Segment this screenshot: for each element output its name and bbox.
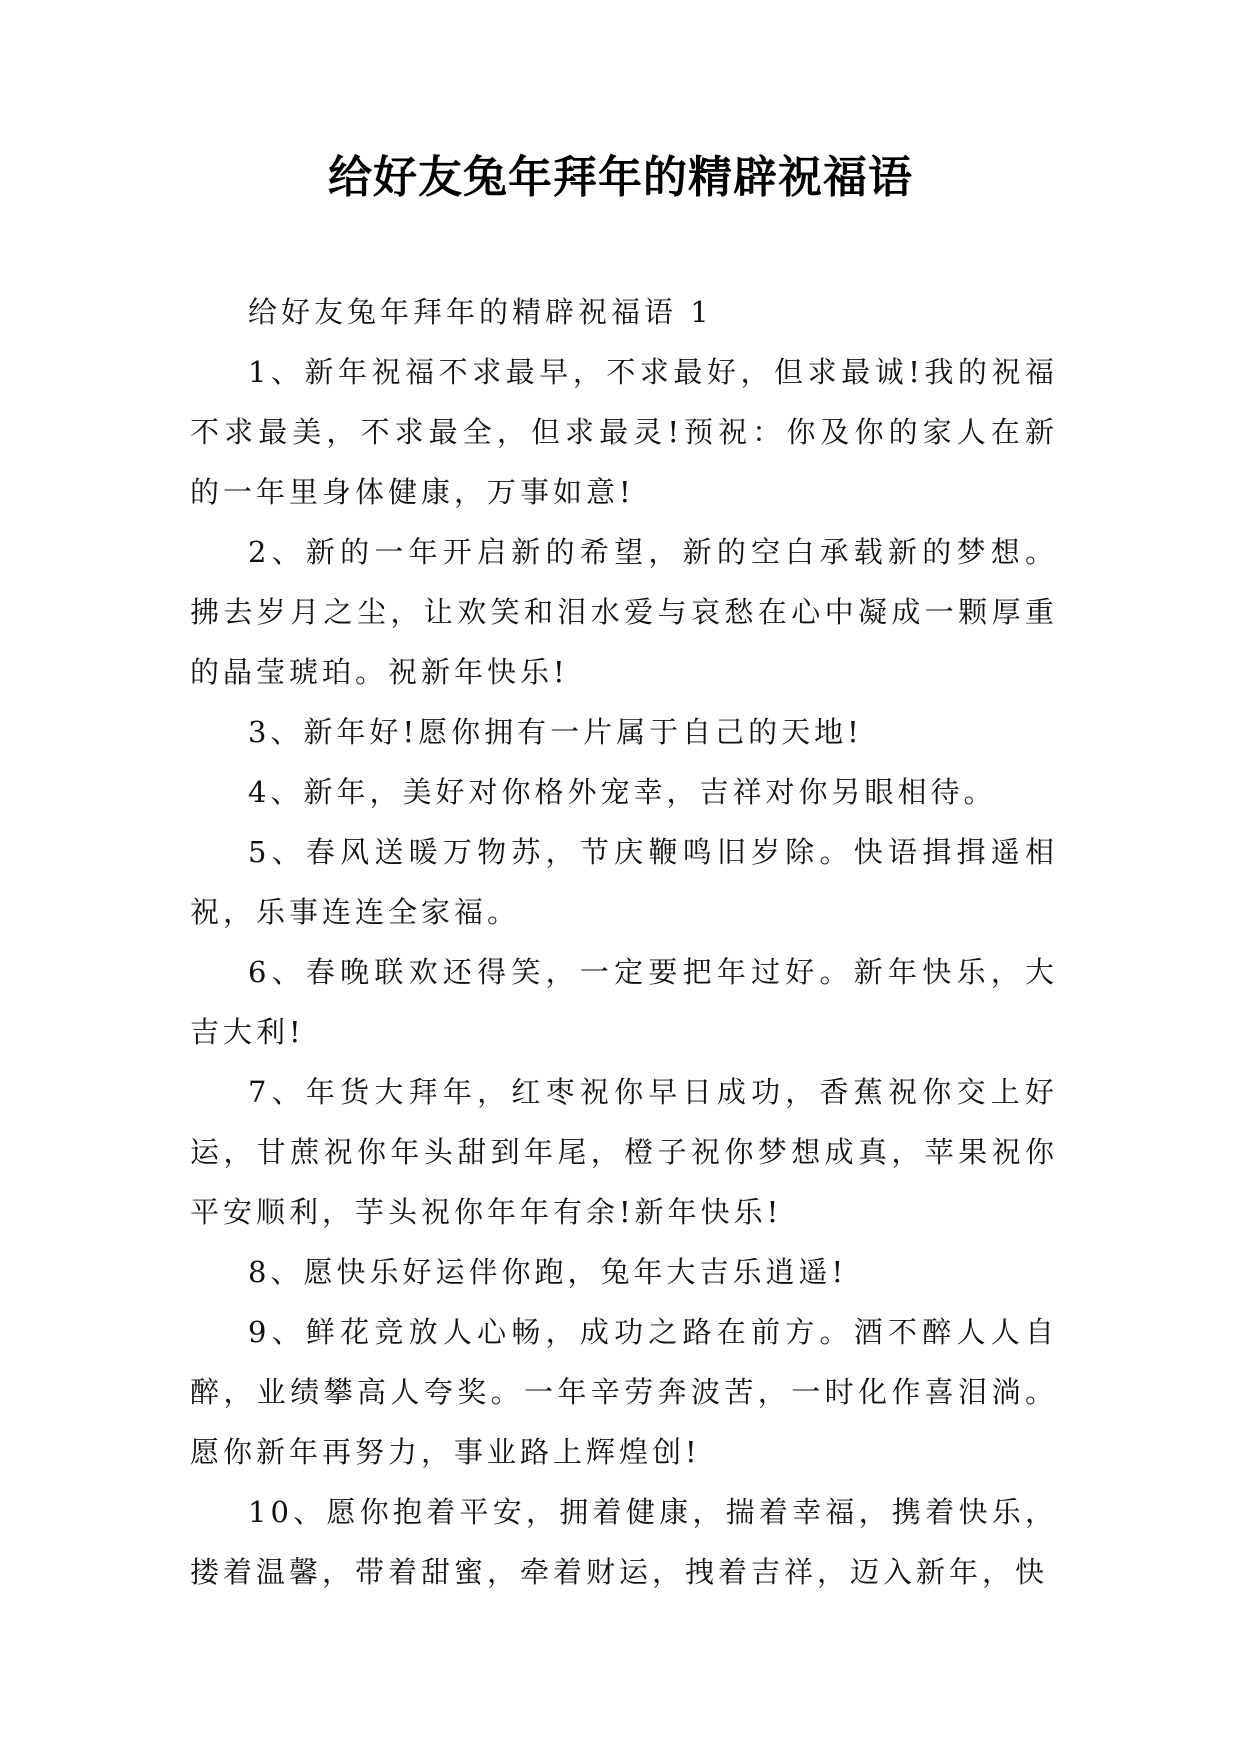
paragraph-10: 10、愿你抱着平安，拥着健康，揣着幸福，携着快乐，搂着温馨，带着甜蜜，牵着财运，拽着吉祥，迈入新年，快 (190, 1495, 1058, 1589)
document-body (190, 282, 1058, 1602)
paragraph-3: 3、新年好!愿你拥有一片属于自己的天地! (248, 715, 863, 749)
paragraph-4: 4、新年，美好对你格外宠幸，吉祥对你另眼相待。 (248, 775, 997, 809)
paragraph-1: 1、新年祝福不求最早，不求最好，但求最诚!我的祝福不求最美，不求最全，但求最灵!预祝：你及你的家人在新的一年里身体健康，万事如意! (190, 355, 1058, 509)
section-heading: 给好友兔年拜年的精辟祝福语 1 (248, 295, 713, 329)
paragraph-5: 5、春风送暖万物苏，节庆鞭鸣旧岁除。快语揖揖遥相祝，乐事连连全家福。 (190, 835, 1058, 929)
paragraph-9: 9、鲜花竞放人心畅，成功之路在前方。酒不醉人人自醉，业绩攀高人夸奖。一年辛劳奔波苦，一时化作喜泪淌。愿你新年再努力，事业路上辉煌创! (190, 1315, 1058, 1469)
document-title: 给好友兔年拜年的精辟祝福语 (328, 152, 913, 203)
paragraph-8: 8、愿快乐好运伴你跑，兔年大吉乐逍遥! (248, 1255, 848, 1289)
paragraph-2: 2、新的一年开启新的希望，新的空白承载新的梦想。拂去岁月之尘，让欢笑和泪水爱与哀愁在心中凝成一颗厚重的晶莹琥珀。祝新年快乐! (190, 535, 1058, 689)
paragraph-6: 6、春晚联欢还得笑，一定要把年过好。新年快乐，大吉大利! (190, 955, 1058, 1049)
paragraph-7: 7、年货大拜年，红枣祝你早日成功，香蕉祝你交上好运，甘蔗祝你年头甜到年尾，橙子祝你梦想成真，苹果祝你平安顺利，芋头祝你年年有余!新年快乐! (190, 1075, 1058, 1229)
